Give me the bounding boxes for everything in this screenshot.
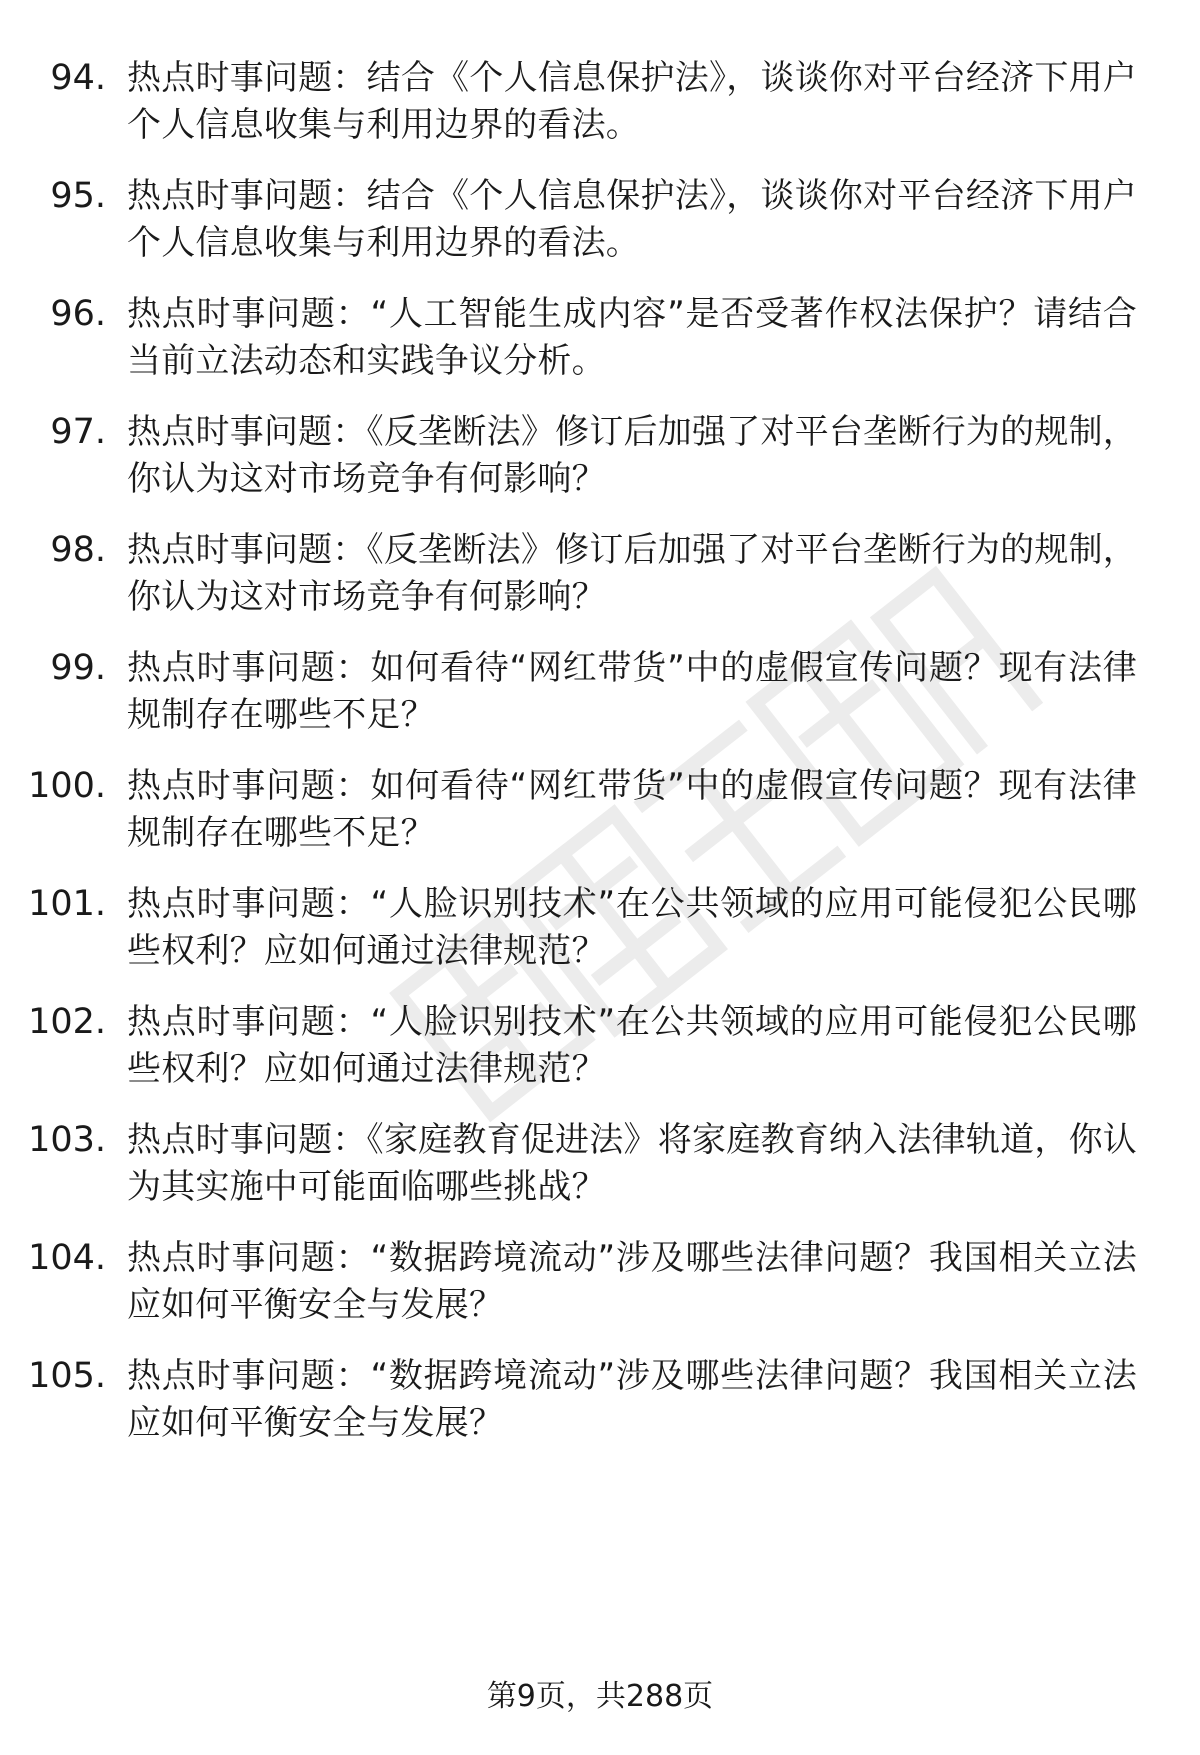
question-text: 热点时事问题：“人工智能生成内容”是否受著作权法保护？请结合当前立法动态和实践争议分析。 <box>127 294 1137 381</box>
question-number: 101. <box>28 884 106 924</box>
question-text: 热点时事问题：《家庭教育促进法》将家庭教育纳入法律轨道，你认为其实施中可能面临哪些挑战？ <box>127 1120 1137 1207</box>
question-number: 102. <box>28 1002 106 1042</box>
page-indicator: 第9页，共288页 <box>486 1679 714 1714</box>
question-number: 97. <box>50 412 106 452</box>
question-text: 热点时事问题：“人脸识别技术”在公共领域的应用可能侵犯公民哪些权利？应如何通过法律规范？ <box>127 884 1137 971</box>
question-number: 100. <box>28 766 106 806</box>
question-number: 103. <box>28 1120 106 1160</box>
question-text: 热点时事问题：《反垄断法》修订后加强了对平台垄断行为的规制，你认为这对市场竞争有何影响？ <box>127 412 1137 499</box>
question-text: 热点时事问题：“数据跨境流动”涉及哪些法律问题？我国相关立法应如何平衡安全与发展？ <box>127 1238 1137 1325</box>
question-number: 94. <box>50 58 106 98</box>
question-number: 104. <box>28 1238 106 1278</box>
question-text: 热点时事问题：“数据跨境流动”涉及哪些法律问题？我国相关立法应如何平衡安全与发展？ <box>127 1356 1137 1443</box>
question-text: 热点时事问题：如何看待“网红带货”中的虚假宣传问题？现有法律规制存在哪些不足？ <box>127 766 1137 853</box>
question-text: 热点时事问题：结合《个人信息保护法》，谈谈你对平台经济下用户个人信息收集与利用边界的看法。 <box>127 176 1137 263</box>
question-text: 热点时事问题：结合《个人信息保护法》，谈谈你对平台经济下用户个人信息收集与利用边界的看法。 <box>127 58 1137 145</box>
question-number: 95. <box>50 176 106 216</box>
question-number: 96. <box>50 294 106 334</box>
question-text: 热点时事问题：《反垄断法》修订后加强了对平台垄断行为的规制，你认为这对市场竞争有何影响？ <box>127 530 1137 617</box>
question-number: 99. <box>50 648 106 688</box>
question-number: 98. <box>50 530 106 570</box>
question-text: 热点时事问题：“人脸识别技术”在公共领域的应用可能侵犯公民哪些权利？应如何通过法律规范？ <box>127 1002 1137 1089</box>
question-number: 105. <box>28 1356 106 1396</box>
question-text: 热点时事问题：如何看待“网红带货”中的虚假宣传问题？现有法律规制存在哪些不足？ <box>127 648 1137 735</box>
